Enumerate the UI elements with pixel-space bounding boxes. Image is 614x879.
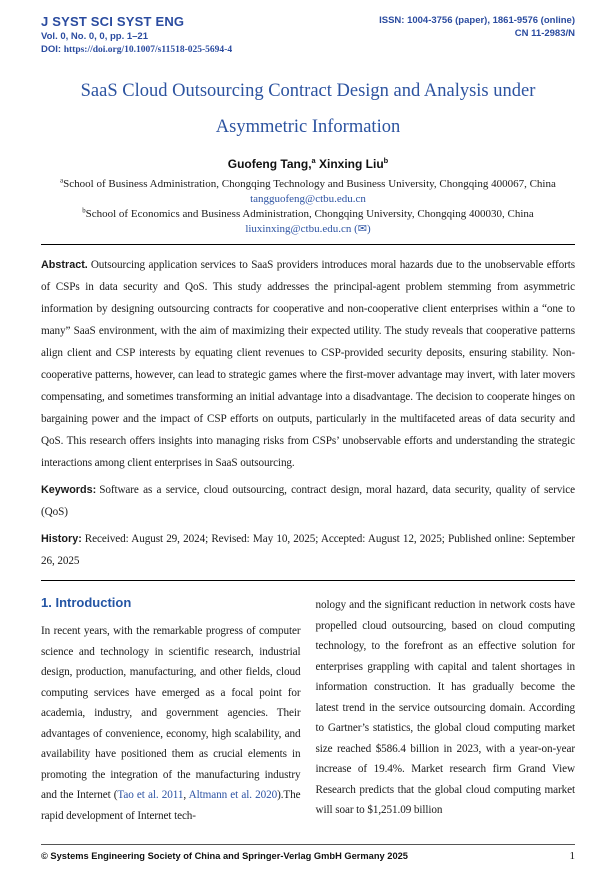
citation-tao-2011[interactable]: Tao et al. 2011	[117, 789, 184, 802]
journal-header-left	[41, 14, 232, 55]
affiliation-a	[41, 177, 575, 192]
body-columns	[41, 587, 575, 855]
right-column	[316, 587, 576, 855]
history-label: History:	[41, 533, 82, 546]
affiliation-a-superscript: a	[60, 177, 64, 185]
paper-title-line2: Asymmetric Information	[215, 117, 401, 137]
corresponding-author-envelope-icon: (✉)	[351, 223, 371, 236]
paper-title-line1: SaaS Cloud Outsourcing Contract Design and Analysis under	[80, 81, 536, 101]
affiliation-b-superscript: b	[82, 207, 86, 215]
email-link-tangguofeng[interactable]: tangguofeng@ctbu.edu.cn	[250, 193, 366, 206]
volume-issue-pages: Vol. 0, No. 0, 0, pp. 1–21	[41, 31, 149, 42]
doi-label: DOI:	[41, 44, 62, 55]
copyright-notice: © Systems Engineering Society of China and Springer-Verlag GmbH Germany 2025	[41, 851, 408, 861]
front-matter-bottom-rule	[41, 580, 575, 581]
page-number: 1	[569, 850, 575, 862]
keywords-paragraph	[41, 479, 575, 523]
cn-number: CN 11-2983/N	[514, 28, 575, 39]
abstract-paragraph	[41, 254, 575, 474]
intro-left-column-text: In recent years, with the remarkable progress of computer science and technology in scientific research, industrial design, production, manufacturing, and other fields, cloud computing services have emerged as a focal point for academia, industry, and government agencies. Their advantages of convenience, economy, high scalability, and availability have positioned them as crucial elements in promoting the integration of the manufacturing industry and the Internet (Tao et al. 2011, Altmann et al. 2020).The rapid development of Internet tech-	[41, 625, 301, 822]
abstract-label: Abstract.	[41, 259, 88, 272]
left-column	[41, 587, 301, 855]
paper-title	[41, 73, 575, 145]
authors-line: Guofeng Tang,$^a$ Xinxing Liu$^b$	[227, 156, 389, 172]
keywords-label: Keywords:	[41, 484, 97, 497]
abstract-text: Outsourcing application services to SaaS providers introduces moral hazards due to the unobservable efforts of CSPs in data security and QoS. This study addresses the principal-agent problem stemming from asymmetric information by designing outsourcing contracts for cooperative and non-cooperative client enterprises within a “one to many” SaaS environment, with the aim of maximizing their expected utility. The study reveals that cooperative patterns align client and CSP interests by equating client revenues to CSP-provided security deposits, ensuring stability. Non-cooperative patterns, however, can lead to strategic games where the first-mover advantage may invert, with later movers compensating, and sometimes transforming an initial advantage into a disadvantage. The decision to cooperate hinges on bargaining power and the impact of CSP efforts on outputs, particularly in the multifaceted areas of data security and QoS. This research offers insights into managing risks from CSPs’ unobservable efforts and understanding the strategic interactions among client enterprises in SaaS outsourcing.	[41, 259, 575, 470]
email-link-liuxinxing[interactable]: liuxinxing@ctbu.edu.cn	[245, 223, 352, 236]
issn-line: ISSN: 1004-3756 (paper), 1861-9576 (online)	[379, 15, 575, 26]
doi-line	[41, 44, 232, 55]
journal-name: J SYST SCI SYST ENG	[41, 14, 185, 29]
affiliation-a-text: School of Business Administration, Chongqing Technology and Business University, Chongqing 400067, China	[63, 178, 556, 191]
history-paragraph	[41, 528, 575, 572]
page-footer	[41, 844, 575, 862]
doi-link[interactable]: https://doi.org/10.1007/s11518-025-5694-4	[63, 45, 233, 55]
history-text: Received: August 29, 2024; Revised: May 10, 2025; Accepted: August 12, 2025; Published online: September 26, 2025	[41, 533, 575, 568]
affiliation-b	[41, 207, 575, 222]
section-heading-introduction: 1. Introduction	[41, 595, 132, 611]
affiliation-a-email-line	[41, 192, 575, 207]
affiliation-b-email-line	[41, 222, 575, 237]
abstract-top-rule	[41, 244, 575, 245]
intro-right-column-text: nology and the significant reduction in network costs have propelled cloud outsourcing, based on cloud computing technology, to the forefront as an effective solution for enterprises grappling with capital and talent shortages in information construction. It has gradually become the latest trend in the service outsourcing domain. According to Gartner’s statistics, the global cloud computing market size reached $586.4 billion in 2023, with a year-on-year increase of 19.4%. Market research firm Grand View Research predicts that the global cloud computing market will soar to $1,251.09 billion	[315, 599, 575, 817]
affiliation-b-text: School of Economics and Business Administration, Chongqing University, Chongqing 400030, China	[85, 208, 534, 221]
citation-altmann-2020[interactable]: Altmann et al. 2020	[188, 789, 278, 802]
keywords-text: Software as a service, cloud outsourcing, contract design, moral hazard, data security, quality of service (QoS)	[41, 484, 575, 519]
affiliations	[41, 177, 575, 237]
journal-header-right	[379, 14, 575, 40]
journal-header	[41, 14, 575, 55]
